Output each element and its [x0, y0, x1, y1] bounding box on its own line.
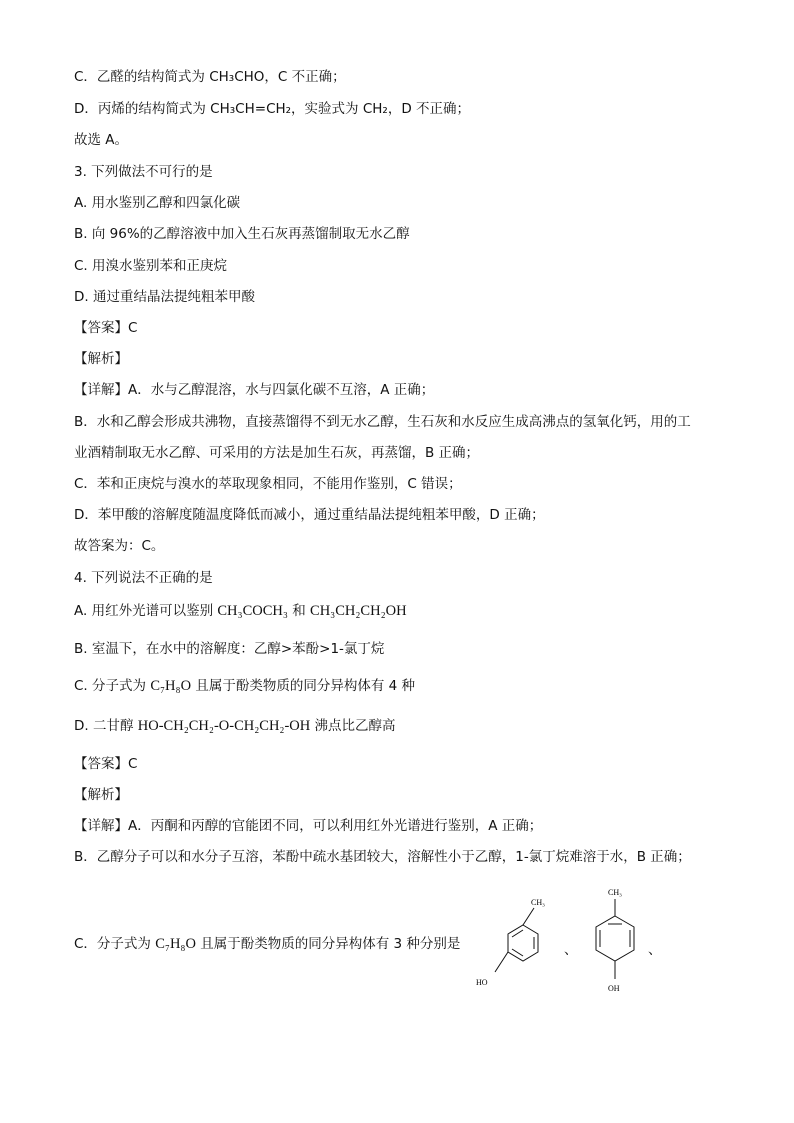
- q3-stem: 3. 下列做法不可行的是: [74, 164, 213, 180]
- q4-option-c-prefix: C. 分子式为: [74, 678, 147, 694]
- meta-cresol-ho-label: HO: [476, 978, 488, 987]
- q4-option-c: [74, 677, 415, 695]
- meta-cresol-structure: [470, 892, 566, 992]
- q4-detail-c-formula: C₇H₈O: [155, 936, 196, 952]
- line-choose-a: 故选 A。: [74, 132, 129, 148]
- para-cresol-structure: [578, 884, 648, 1010]
- para-cresol-ch3-label: CH₃: [608, 888, 622, 897]
- q3-analysis-heading: 【解析】: [74, 351, 128, 367]
- q3-option-c: C. 用溴水鉴别苯和正庚烷: [74, 258, 228, 274]
- q4-detail-a: 【详解】A．丙酮和丙醇的官能团不同，可以利用红外光谱进行鉴别，A 正确；: [74, 818, 543, 834]
- q4-option-d: [74, 717, 396, 735]
- q4-option-c-suffix: 且属于酚类物质的同分异构体有 4 种: [195, 678, 416, 694]
- q4-option-a-formula-propanol: CH₃CH₂CH₂OH: [310, 603, 407, 619]
- q4-detail-b: B．乙醇分子可以和水分子互溶，苯酚中疏水基团较大，溶解性小于乙醇，1-氯丁烷难溶于水，B 正确；: [74, 849, 691, 865]
- structure-separator-1: 、: [564, 942, 578, 958]
- q3-detail-b-line2: 业酒精制取无水乙醇、可采用的方法是加生石灰，再蒸馏，B 正确；: [74, 445, 480, 461]
- q4-option-d-suffix: 沸点比乙醇高: [314, 718, 396, 734]
- q3-answer: 【答案】C: [74, 320, 138, 336]
- para-cresol-oh-label: OH: [608, 984, 620, 993]
- q3-option-a: A. 用水鉴别乙醇和四氯化碳: [74, 195, 241, 211]
- q4-detail-c: [74, 935, 460, 953]
- q3-option-d: D. 通过重结晶法提纯粗苯甲酸: [74, 289, 255, 305]
- q4-option-c-formula: C₇H₈O: [150, 678, 192, 694]
- q4-option-d-prefix: D. 二甘醇: [74, 718, 134, 734]
- q4-option-a-and: 和: [292, 603, 306, 619]
- line-propene-d: D．丙烯的结构简式为 CH₃CH=CH₂，实验式为 CH₂，D 不正确；: [74, 101, 471, 117]
- q4-detail-c-prefix: C．分子式为: [74, 936, 151, 952]
- q4-answer: 【答案】C: [74, 756, 138, 772]
- structure-separator-2: 、: [648, 942, 662, 958]
- q3-detail-b-line1: B．水和乙醇会形成共沸物，直接蒸馏得不到无水乙醇，生石灰和水反应生成高沸点的氢氧化钙，用的工: [74, 414, 691, 430]
- line-aldehyde-c: C．乙醛的结构简式为 CH₃CHO，C 不正确；: [74, 69, 346, 85]
- q4-option-d-formula: HO-CH₂CH₂-O-CH₂CH₂-OH: [137, 718, 311, 734]
- q4-option-b: B. 室温下，在水中的溶解度：乙醇>苯酚>1-氯丁烷: [74, 641, 385, 657]
- q4-option-a: [74, 602, 407, 620]
- q4-option-a-prefix: A. 用红外光谱可以鉴别: [74, 603, 214, 619]
- q3-option-b: B. 向 96%的乙醇溶液中加入生石灰再蒸馏制取无水乙醇: [74, 226, 410, 242]
- q4-analysis-heading: 【解析】: [74, 787, 128, 803]
- q3-detail-a: 【详解】A．水与乙醇混溶，水与四氯化碳不互溶，A 正确；: [74, 382, 435, 398]
- q4-detail-c-suffix: 且属于酚类物质的同分异构体有 3 种分别是: [200, 936, 461, 952]
- meta-cresol-ch3-label: CH₃: [531, 898, 545, 907]
- q4-stem: 4. 下列说法不正确的是: [74, 570, 213, 586]
- q3-detail-c: C．苯和正庚烷与溴水的萃取现象相同，不能用作鉴别，C 错误；: [74, 476, 462, 492]
- q3-detail-d: D．苯甲酸的溶解度随温度降低而减小，通过重结晶法提纯粗苯甲酸，D 正确；: [74, 507, 545, 523]
- q3-conclusion: 故答案为：C。: [74, 538, 165, 554]
- q4-option-a-formula-acetone: CH₃COCH₃: [217, 603, 288, 619]
